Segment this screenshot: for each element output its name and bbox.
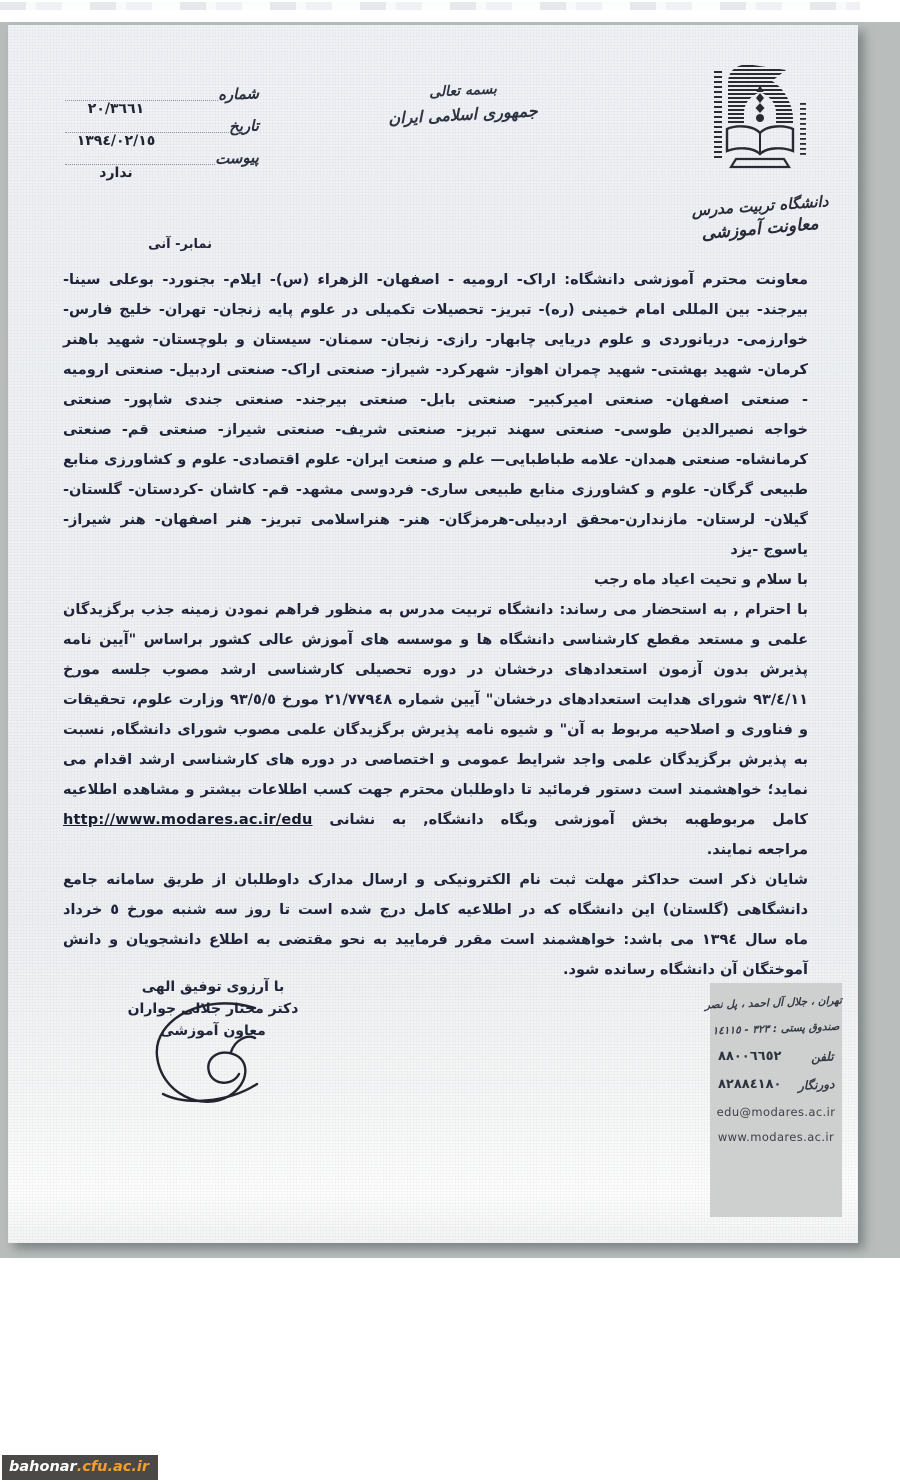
body-line: کرمانشاه- صنعتی همدان- علامه طباطبایی— علم و صنعت ایران- علوم اقتصادی- علوم و کشاورزی منابع (63, 452, 808, 468)
body-line: معاونت محترم آموزشی دانشگاه: اراک- ارومیه - اصفهان- الزهراء (س)- ایلام- بجنورد- بوعلی سینا- (63, 272, 808, 288)
ref-date-label: تاریخ (228, 116, 260, 136)
letter-page (8, 25, 858, 1243)
letterhead-center (348, 81, 578, 128)
bismillah-text: بسمه تعالی (428, 81, 498, 101)
phone-label: تلفن (811, 1048, 835, 1065)
ref-number-value: ٢٠/٣٦٦١ (87, 101, 145, 117)
ref-attachment-label: پیوست (214, 148, 260, 168)
signatory-name: دکتر مختار جلالی جواران (127, 1001, 299, 1017)
phone-number: ٨٨٠٠٦٦٥٢ (718, 1049, 782, 1064)
handwritten-signature (133, 996, 273, 1116)
body-line: نماید؛ خواهشمند است دستور فرمائید تا داوطلبان محترم جهت کسب اطلاعات بیشتر و مشاهده اطلاعیه (63, 782, 808, 798)
university-logo-block (680, 61, 840, 245)
body-line: آموختگان آن دانشگاه رسانده شود. (563, 962, 808, 978)
ref-number-row (63, 84, 263, 104)
ref-number-label: شماره (217, 84, 260, 104)
body-line: مراجعه نمایند. (706, 842, 808, 858)
signature-block (103, 976, 323, 1042)
salutation-line: با سلام و تحیت اعیاد ماه رجب (593, 572, 808, 588)
fax-number: ٨٢٨٨٤١٨٠ (718, 1077, 782, 1092)
body-line: خوارزمی- دریانوردی و علوم دریایی چابهار- رازی- زنجان- سمنان- سیستان و بلوچستان- شهید باهنر (63, 332, 808, 348)
dotted-line (65, 88, 218, 101)
body-line: ٩٣/٤/١١ شورای هدایت استعدادهای درخشان" آیین شماره ٢١/٧٧٩٤٨ مورخ ٩٣/٥/٥ وزارت علوم، تحقیقات (63, 692, 808, 708)
transmission-note: نمابر- آنی (148, 237, 212, 252)
website-link: http://www.modares.ac.ir/edu (63, 812, 313, 828)
body-line: بیرجند- بین المللی امام خمینی (ره)- تبریز- تحصیلات تکمیلی در علوم پایه زنجان- تهران- خلیج فارس- (63, 302, 808, 318)
url-line (63, 805, 808, 835)
phone-row (710, 1049, 842, 1064)
dotted-line (65, 152, 215, 165)
address-line: تهران ، جلال آل احمد ، پل نصر (704, 994, 843, 1012)
body-line: به پذیرش برگزیدگان علمی واجد شرایط عمومی و اختصاصی در دوره های کارشناسی ارشد اقدام می (63, 752, 808, 768)
body-line: با احترام , به استحضار می رساند: دانشگاه تربیت مدرس به منظور فراهم نمودن زمینه جذب برگزیدگان (63, 602, 808, 618)
scan-edge-artifact (0, 2, 860, 10)
body-line: پذیرش بدون آزمون استعدادهای درخشان در دوره تحصیلی کارشناسی ارشد مصوب جلسه مورخ (63, 662, 808, 678)
scanner-background (0, 22, 900, 1258)
letter-body (63, 265, 808, 985)
body-line: کرمان- شهید بهشتی- شهید چمران اهواز- شهرکرد- شیراز- صنعتی اراک- صنعتی اردبیل- صنعتی ارومیه (63, 362, 808, 378)
country-text: جمهوری اسلامی ایران (387, 101, 539, 128)
ref-attachment-row (63, 148, 263, 168)
watermark-primary: bahonar (9, 1459, 77, 1475)
fax-row (710, 1077, 842, 1092)
ref-date-value: ١٣٩٤/٠٢/١٥ (76, 133, 156, 149)
watermark-secondary: .cfu.ac.ir (76, 1459, 149, 1475)
body-line: و فناوری و اصلاحیه مربوط به آن" و شیوه نامه پذیرش برگزیدگان علمی مصوب شورای دانشگاه, نسبت (63, 722, 808, 738)
body-line: طبیعی گرگان- علوم و کشاورزی منابع طبیعی ساری- فردوسی مشهد- قم- کاشان -کردستان- گلستان- (63, 482, 808, 498)
reference-block (63, 85, 263, 181)
body-line: خواجه نصیرالدین طوسی- صنعتی سهند تبریز- صنعتی شریف- صنعتی شیراز- صنعتی قم- صنعتی (63, 422, 808, 438)
body-line: علمی و مستعد مقطع کارشناسی دانشگاه ها و موسسه های آموزش عالی کشور براساس "آیین نامه (63, 632, 808, 648)
site-watermark-badge (2, 1455, 158, 1480)
signatory-title: معاون آموزشی (160, 1023, 266, 1039)
body-line: یاسوج -یزد (730, 542, 808, 558)
dotted-line (65, 120, 229, 133)
ref-date-row (63, 116, 263, 136)
body-line: شایان ذکر است حداکثر مهلت ثبت نام الکترونیکی و ارسال مدارک داوطلبان از طریق سامانه جامع (63, 872, 808, 888)
body-line: ماه سال ١٣٩٤ می باشد: خواهشمند است مقرر فرمایید به نحو مقتضی به اطلاع دانشجویان و دانش (63, 932, 808, 948)
url-line-text: کامل مربوطهبه بخش آموزشی وبگاه دانشگاه, به نشانی (329, 812, 808, 828)
ref-attachment-value: ندارد (99, 165, 133, 181)
deputy-name-calligraphy: معاونت آموزشی (700, 213, 820, 245)
body-line: دانشگاهی (گلستان) این دانشگاه که در اطلاعیه کامل درج شده است تا روز سه شنبه مورخ ٥ خرداد (63, 902, 809, 918)
tmu-emblem-icon (712, 61, 808, 189)
contact-sidebar (704, 983, 843, 1217)
po-box-line: صندوق پستی : ٣٢٣ - ١٤١١٥ (712, 1020, 840, 1038)
body-line: گیلان- لرستان- مازندارن-محقق اردبیلی-هرمزگان- هنر- هنراسلامی تبریز- هنر اصفهان- هنر شیراز- (63, 512, 808, 528)
signature-blessing: با آرزوی توفیق الهی (141, 979, 285, 995)
fax-label: دورنگار (797, 1076, 835, 1093)
body-line: - صنعتی اصفهان- صنعتی امیرکبیر- صنعتی بابل- صنعتی بیرجند- صنعتی جندی شاپور- صنعتی (63, 392, 808, 408)
university-name-calligraphy: دانشگاه تربیت مدرس (691, 192, 829, 220)
email-address: edu@modares.ac.ir (716, 1105, 836, 1119)
website-address: www.modares.ac.ir (717, 1130, 835, 1144)
